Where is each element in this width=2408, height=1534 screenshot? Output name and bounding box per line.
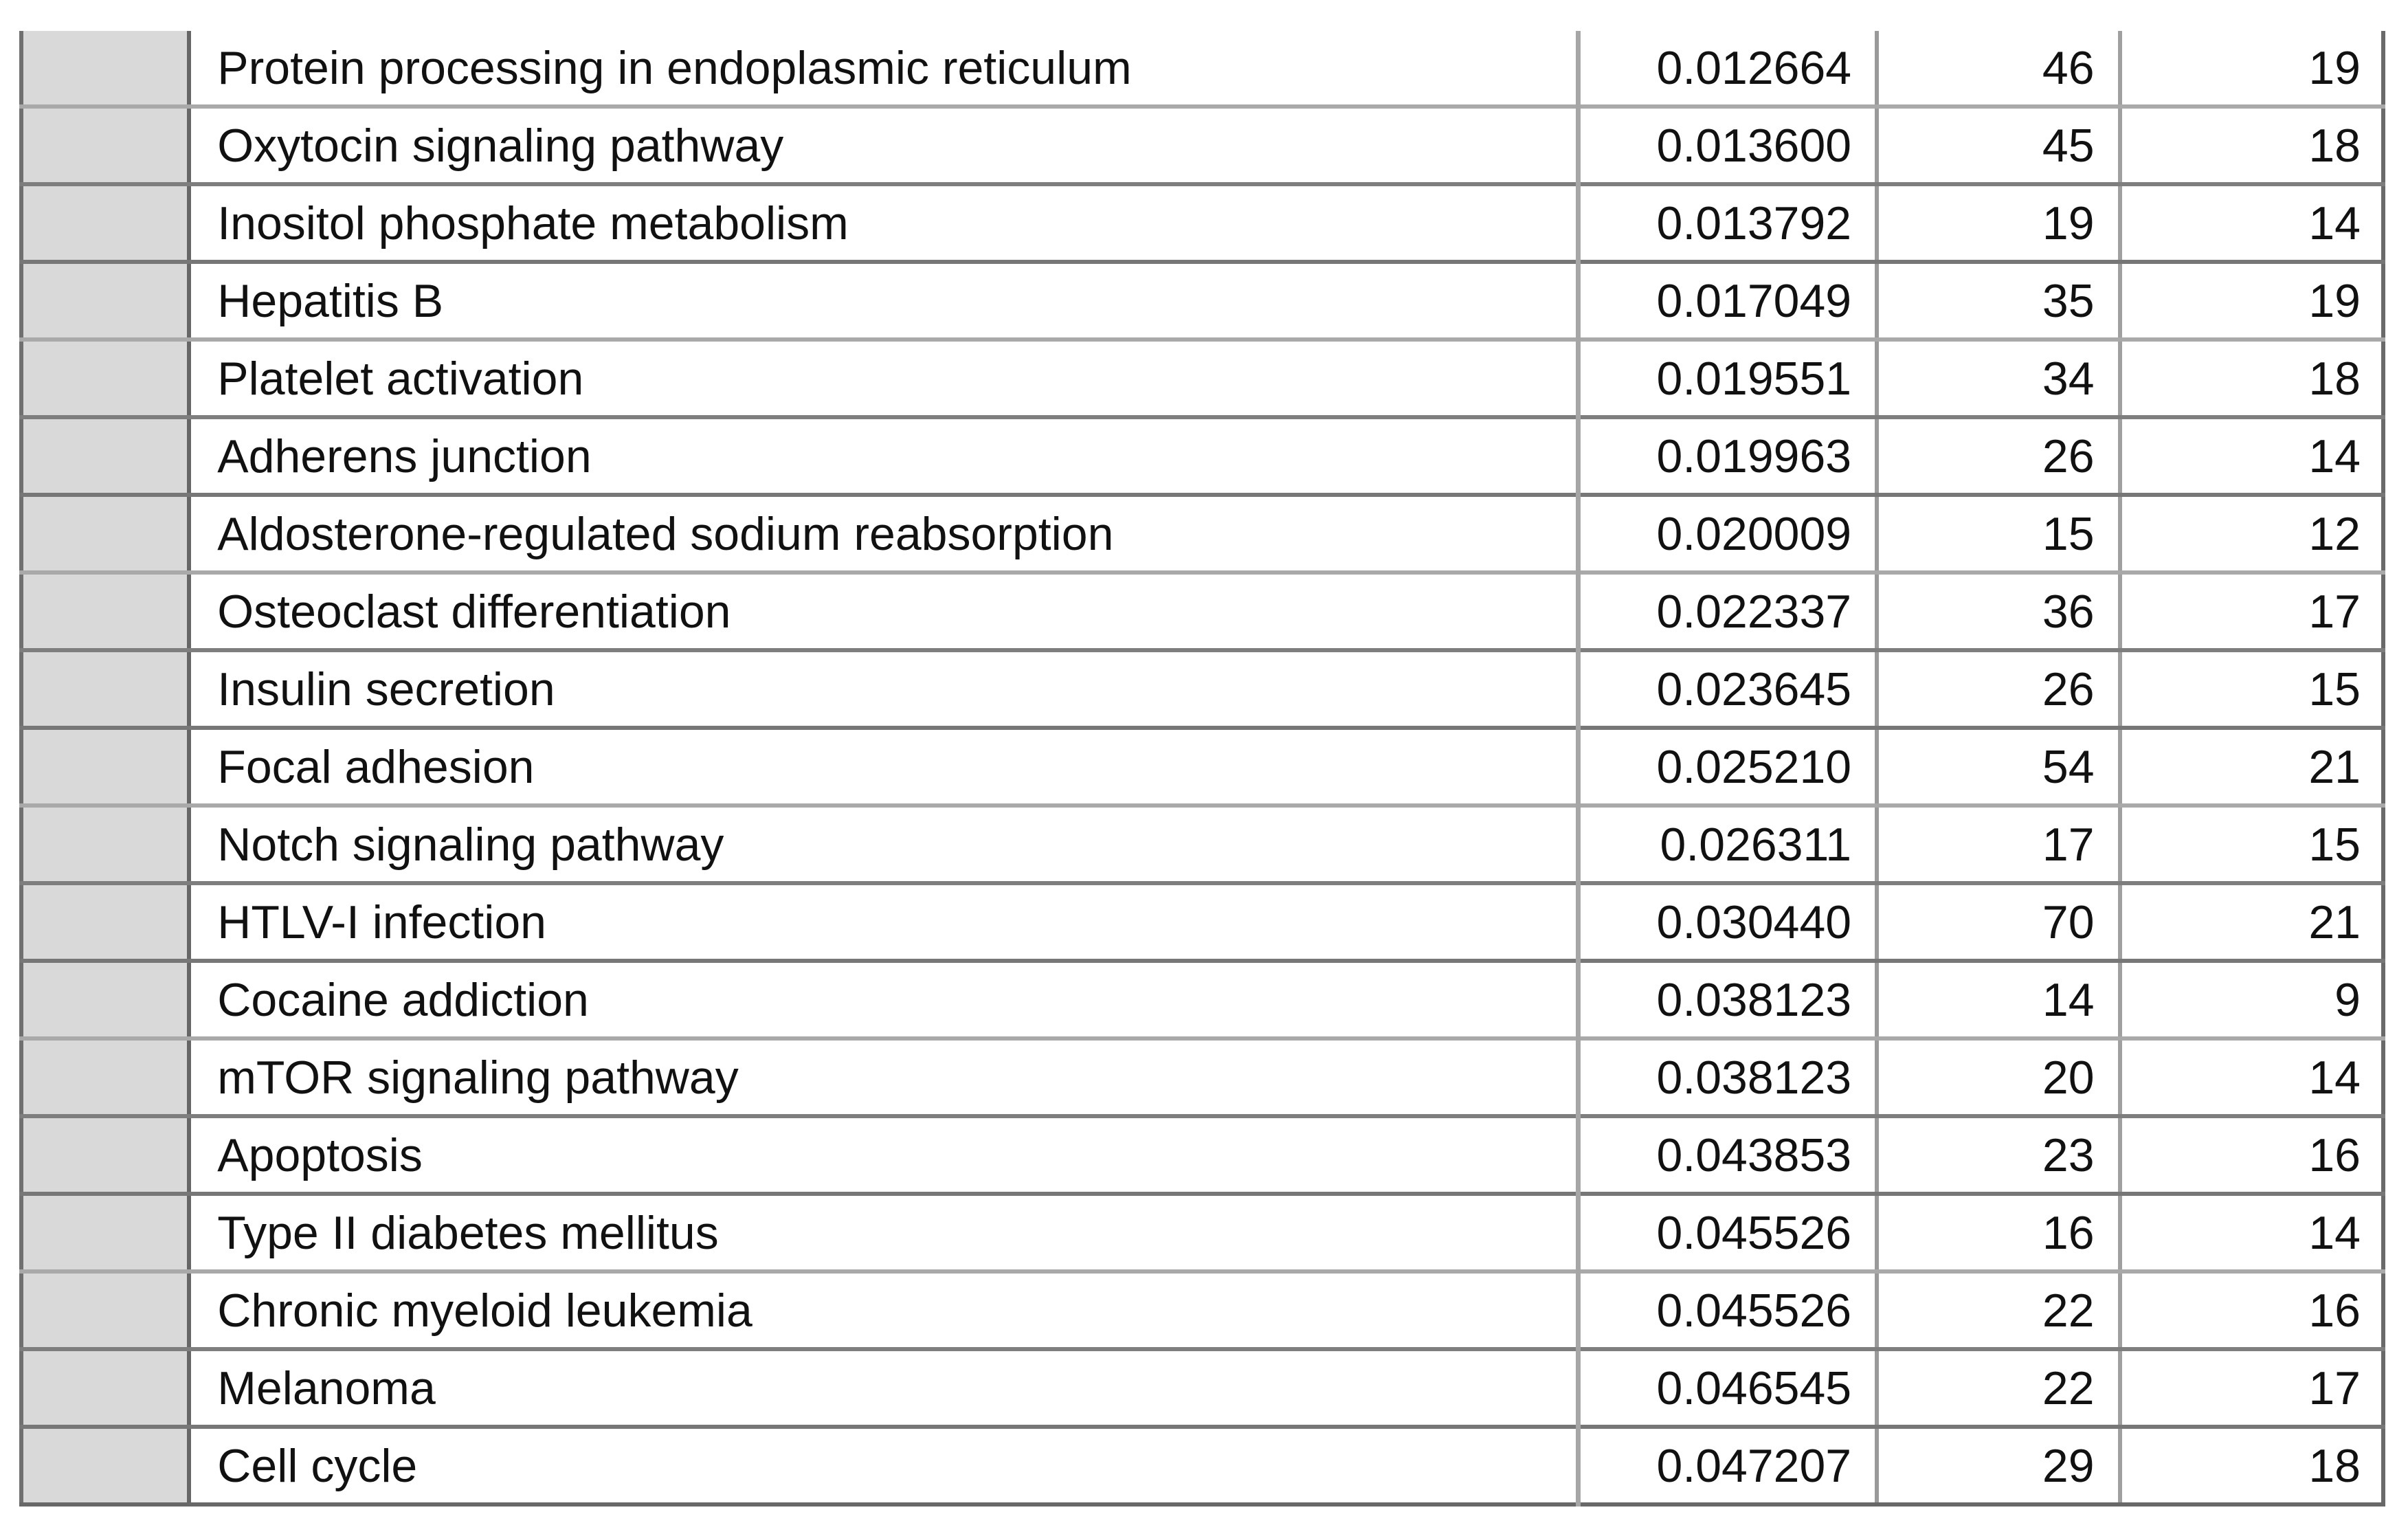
pathway-name-cell: Notch signaling pathway [189, 805, 1578, 883]
row-index-cell [21, 1427, 189, 1504]
count-a-cell: 14 [1877, 961, 2119, 1038]
row-index-cell [21, 961, 189, 1038]
pathway-name-cell: Focal adhesion [189, 728, 1578, 805]
table-row [21, 31, 2383, 107]
table-row [21, 1271, 2383, 1349]
count-a-cell: 22 [1877, 1349, 2119, 1427]
count-b-cell: 15 [2120, 650, 2383, 728]
pathway-name-cell: Melanoma [189, 1349, 1578, 1427]
pvalue-cell: 0.046545 [1579, 1349, 1877, 1427]
row-index-cell [21, 495, 189, 573]
pathway-name-cell: Inositol phosphate metabolism [189, 184, 1578, 262]
pathway-name-cell: Adherens junction [189, 417, 1578, 495]
table-row [21, 495, 2383, 573]
pvalue-cell: 0.020009 [1579, 495, 1877, 573]
row-index-cell [21, 417, 189, 495]
table-row [21, 728, 2383, 805]
count-a-cell: 70 [1877, 883, 2119, 961]
count-a-cell: 54 [1877, 728, 2119, 805]
count-b-cell: 9 [2120, 961, 2383, 1038]
pathway-name-cell: Cocaine addiction [189, 961, 1578, 1038]
count-b-cell: 16 [2120, 1116, 2383, 1194]
count-b-cell: 18 [2120, 1427, 2383, 1504]
pvalue-cell: 0.022337 [1579, 573, 1877, 650]
table-row [21, 417, 2383, 495]
pvalue-cell: 0.045526 [1579, 1194, 1877, 1271]
count-b-cell: 18 [2120, 340, 2383, 417]
count-b-cell: 19 [2120, 262, 2383, 340]
row-index-cell [21, 1116, 189, 1194]
pvalue-cell: 0.038123 [1579, 1038, 1877, 1116]
row-index-cell [21, 728, 189, 805]
row-index-cell [21, 650, 189, 728]
pvalue-cell: 0.013792 [1579, 184, 1877, 262]
pathway-name-cell: Cell cycle [189, 1427, 1578, 1504]
count-b-cell: 18 [2120, 107, 2383, 184]
table-row [21, 262, 2383, 340]
pvalue-cell: 0.030440 [1579, 883, 1877, 961]
count-b-cell: 17 [2120, 1349, 2383, 1427]
pathway-name-cell: Type II diabetes mellitus [189, 1194, 1578, 1271]
table-row [21, 961, 2383, 1038]
pathway-name-cell: Platelet activation [189, 340, 1578, 417]
count-b-cell: 14 [2120, 184, 2383, 262]
count-b-cell: 21 [2120, 883, 2383, 961]
row-index-cell [21, 340, 189, 417]
count-b-cell: 14 [2120, 1194, 2383, 1271]
count-a-cell: 19 [1877, 184, 2119, 262]
table-row [21, 1427, 2383, 1504]
count-b-cell: 16 [2120, 1271, 2383, 1349]
count-a-cell: 36 [1877, 573, 2119, 650]
table-row [21, 573, 2383, 650]
pathway-name-cell: Chronic myeloid leukemia [189, 1271, 1578, 1349]
count-b-cell: 14 [2120, 1038, 2383, 1116]
row-index-cell [21, 1194, 189, 1271]
count-a-cell: 29 [1877, 1427, 2119, 1504]
pathway-table-container [19, 31, 2385, 1507]
count-b-cell: 15 [2120, 805, 2383, 883]
pvalue-cell: 0.012664 [1579, 31, 1877, 107]
count-a-cell: 16 [1877, 1194, 2119, 1271]
table-row [21, 184, 2383, 262]
pvalue-cell: 0.019551 [1579, 340, 1877, 417]
count-a-cell: 26 [1877, 650, 2119, 728]
count-a-cell: 35 [1877, 262, 2119, 340]
pvalue-cell: 0.019963 [1579, 417, 1877, 495]
table-row [21, 1194, 2383, 1271]
count-a-cell: 46 [1877, 31, 2119, 107]
pvalue-cell: 0.013600 [1579, 107, 1877, 184]
pvalue-cell: 0.047207 [1579, 1427, 1877, 1504]
pathway-name-cell: Hepatitis B [189, 262, 1578, 340]
pathway-name-cell: Protein processing in endoplasmic reticulum [189, 31, 1578, 107]
count-a-cell: 26 [1877, 417, 2119, 495]
count-a-cell: 17 [1877, 805, 2119, 883]
pathway-name-cell: Osteoclast differentiation [189, 573, 1578, 650]
table-body [21, 31, 2383, 1504]
table-row [21, 1349, 2383, 1427]
count-b-cell: 14 [2120, 417, 2383, 495]
pvalue-cell: 0.038123 [1579, 961, 1877, 1038]
count-b-cell: 19 [2120, 31, 2383, 107]
count-b-cell: 21 [2120, 728, 2383, 805]
pathway-name-cell: mTOR signaling pathway [189, 1038, 1578, 1116]
row-index-cell [21, 883, 189, 961]
row-index-cell [21, 1038, 189, 1116]
pathway-name-cell: Oxytocin signaling pathway [189, 107, 1578, 184]
count-a-cell: 15 [1877, 495, 2119, 573]
pvalue-cell: 0.023645 [1579, 650, 1877, 728]
table-row [21, 883, 2383, 961]
count-a-cell: 45 [1877, 107, 2119, 184]
table-row [21, 107, 2383, 184]
count-b-cell: 17 [2120, 573, 2383, 650]
pvalue-cell: 0.043853 [1579, 1116, 1877, 1194]
pathway-enrichment-table [19, 31, 2385, 1507]
row-index-cell [21, 31, 189, 107]
table-row [21, 340, 2383, 417]
row-index-cell [21, 262, 189, 340]
pathway-name-cell: Insulin secretion [189, 650, 1578, 728]
table-row [21, 1116, 2383, 1194]
row-index-cell [21, 805, 189, 883]
pathway-name-cell: HTLV-I infection [189, 883, 1578, 961]
pvalue-cell: 0.045526 [1579, 1271, 1877, 1349]
row-index-cell [21, 1349, 189, 1427]
pvalue-cell: 0.017049 [1579, 262, 1877, 340]
table-row [21, 650, 2383, 728]
count-a-cell: 34 [1877, 340, 2119, 417]
pvalue-cell: 0.026311 [1579, 805, 1877, 883]
pathway-name-cell: Aldosterone-regulated sodium reabsorption [189, 495, 1578, 573]
count-a-cell: 20 [1877, 1038, 2119, 1116]
row-index-cell [21, 573, 189, 650]
row-index-cell [21, 1271, 189, 1349]
pathway-name-cell: Apoptosis [189, 1116, 1578, 1194]
row-index-cell [21, 107, 189, 184]
count-b-cell: 12 [2120, 495, 2383, 573]
pvalue-cell: 0.025210 [1579, 728, 1877, 805]
row-index-cell [21, 184, 189, 262]
table-row [21, 1038, 2383, 1116]
count-a-cell: 22 [1877, 1271, 2119, 1349]
count-a-cell: 23 [1877, 1116, 2119, 1194]
table-row [21, 805, 2383, 883]
